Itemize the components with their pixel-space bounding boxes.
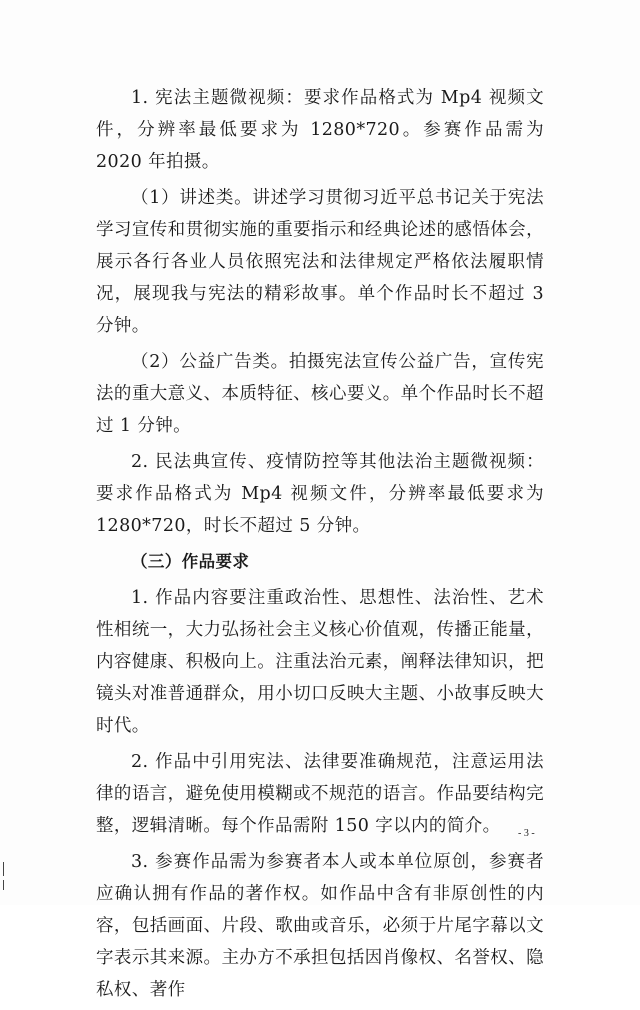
paragraph-requirement-2: 2. 作品中引用宪法、法律要准确规范，注意运用法律的语言，避免使用模糊或不规范的语言。作品要结构完整，逻辑清晰。每个作品需附 150 字以内的简介。: [96, 752, 544, 836]
paragraph-narrative-category: （1）讲述类。讲述学习贯彻习近平总书记关于宪法学习宣传和贯彻实施的重要指示和经典论述的感悟体会，展示各行各业人员依照宪法和法律规定严格依法履职情况，展现我与宪法的精彩故事。单个作品时长不超过 3 分钟。: [96, 188, 544, 336]
paragraph-requirement-3: 3. 参赛作品需为参赛者本人或本单位原创，参赛者应确认拥有作品的著作权。如作品中含有非原创性的内容，包括画面、片段、歌曲或音乐，必须于片尾字幕以文字表示其来源。主办方不承担包括因肖像权、名誉权、隐私权、著作: [96, 852, 544, 1000]
paragraph-other-themes: 2. 民法典宣传、疫情防控等其他法治主题微视频：要求作品格式为 Mp4 视频文件，分辨率最低要求为 1280*720，时长不超过 5 分钟。: [96, 452, 544, 536]
scan-edge-mark: [3, 862, 4, 876]
paragraph-video-spec: 1. 宪法主题微视频：要求作品格式为 Mp4 视频文件，分辨率最低要求为 1280*720。参赛作品需为 2020 年拍摄。: [96, 88, 544, 172]
paragraph-public-ad-category: （2）公益广告类。拍摄宪法宣传公益广告，宣传宪法的重大意义、本质特征、核心要义。单个作品时长不超过 1 分钟。: [96, 352, 544, 436]
page-number: - 3 -: [518, 828, 535, 839]
document-body: [96, 82, 544, 1010]
section-heading-work-requirements: （三）作品要求: [131, 552, 250, 571]
scan-edge-mark: [3, 880, 4, 890]
paragraph-requirement-1: 1. 作品内容要注重政治性、思想性、法治性、艺术性相统一，大力弘扬社会主义核心价值观，传播正能量，内容健康、积极向上。注重法治元素，阐释法律知识，把镜头对准普通群众，用小切口反映大主题、小故事反映大时代。: [96, 588, 544, 736]
